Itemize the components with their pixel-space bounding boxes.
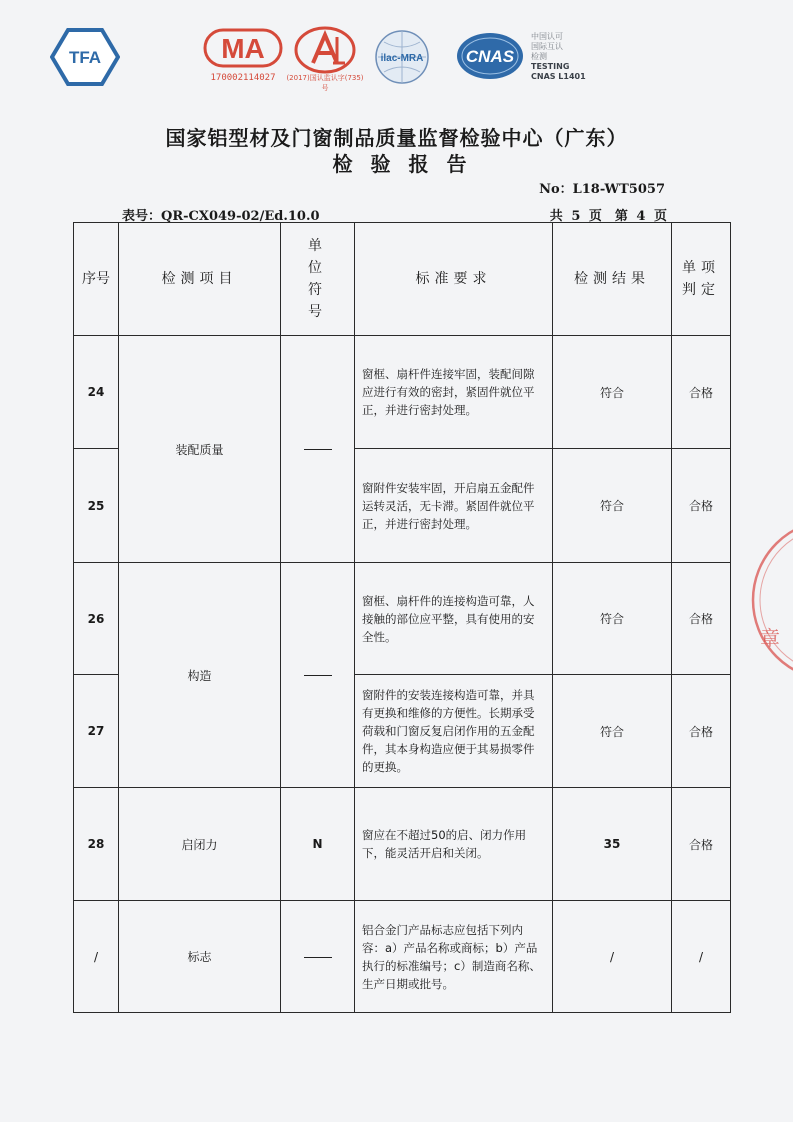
row-req: 窗框、扇杆件连接牢固，装配间隙应进行有效的密封，紧固件就位平正，并进行密封处理。 — [355, 336, 553, 449]
row-unit: N — [281, 788, 355, 901]
row-req: 窗应在不超过50的启、闭力作用下，能灵活开启和关闭。 — [355, 788, 553, 901]
cma-text: MA — [221, 33, 265, 64]
row-judge: 合格 — [672, 449, 731, 563]
row-item: 装配质量 — [119, 336, 281, 563]
row-seq: 24 — [74, 336, 119, 449]
org-title: 国家铝型材及门窗制品质量监督检验中心（广东） — [165, 126, 628, 150]
row-judge: 合格 — [672, 563, 731, 675]
row-judge: / — [672, 901, 731, 1013]
header-result: 检测结果 — [553, 223, 672, 336]
row-unit-dash — [281, 336, 355, 563]
row-result: / — [553, 901, 672, 1013]
table-row — [74, 336, 731, 449]
row-seq: / — [74, 901, 119, 1013]
row-result: 35 — [553, 788, 672, 901]
row-req: 窗附件的安装连接构造可靠，并具有更换和维修的方便性。长期承受荷载和门窗反复启闭作用的五金配件，其本身构造应便于其易损零件的更换。 — [355, 675, 553, 788]
row-item: 启闭力 — [119, 788, 281, 901]
row-unit-dash — [281, 563, 355, 788]
row-item: 构造 — [119, 563, 281, 788]
row-unit-dash — [281, 901, 355, 1013]
table-header-row — [74, 223, 731, 336]
cnas-testing: TESTING — [531, 62, 570, 71]
header-item: 检测项目 — [119, 223, 281, 336]
cnas-line-1: 中国认可 — [531, 32, 563, 41]
cal-logo — [293, 25, 357, 75]
header-unit: 单位符号 — [281, 223, 355, 336]
header-req: 标准要求 — [355, 223, 553, 336]
report-number: No：L18-WT5057 — [539, 182, 665, 197]
row-judge: 合格 — [672, 788, 731, 901]
cal-code: (2017)国认监认字(735)号 — [286, 74, 364, 92]
cnas-caption — [531, 32, 586, 82]
cnas-line-3: 检测 — [531, 52, 547, 61]
table-row — [74, 901, 731, 1013]
row-seq: 27 — [74, 675, 119, 788]
row-req: 铝合金门产品标志应包括下列内容：a）产品名称或商标；b）产品执行的标准编号；c）制造商名称、生产日期或批号。 — [355, 901, 553, 1013]
table-row — [74, 788, 731, 901]
ilac-mra-logo — [372, 28, 432, 86]
cnas-text: CNAS — [465, 47, 515, 66]
header-seq: 序号 — [74, 223, 119, 336]
row-req: 窗框、扇杆件的连接构造可靠，人接触的部位应平整，具有使用的安全性。 — [355, 563, 553, 675]
row-seq: 26 — [74, 563, 119, 675]
report-title: 检验报告 — [332, 152, 485, 176]
cma-logo — [203, 28, 283, 68]
row-seq: 28 — [74, 788, 119, 901]
tfa-text: TFA — [68, 48, 102, 67]
row-item: 标志 — [119, 901, 281, 1013]
row-seq: 25 — [74, 449, 119, 563]
tfa-logo — [50, 28, 120, 86]
row-judge: 合格 — [672, 336, 731, 449]
cnas-number: CNAS L1401 — [531, 72, 586, 81]
inspection-table — [73, 222, 731, 1013]
table-row — [74, 563, 731, 675]
stamp-char: 章 — [760, 626, 780, 650]
row-result: 符合 — [553, 449, 672, 563]
row-result: 符合 — [553, 336, 672, 449]
form-number: 表号：QR-CX049-02/Ed.10.0 — [122, 209, 320, 224]
cma-code: 170002114027 — [210, 73, 276, 83]
row-judge: 合格 — [672, 675, 731, 788]
header-judge: 单项判定 — [672, 223, 731, 336]
cnas-logo — [455, 30, 525, 82]
page-info: 共 5 页 第 4 页 — [549, 209, 667, 224]
ilac-text: ilac-MRA — [380, 53, 424, 64]
official-seal-stamp — [738, 515, 793, 685]
cnas-line-2: 国际互认 — [531, 42, 563, 51]
row-req: 窗附件安装牢固，开启扇五金配件运转灵活，无卡滞。紧固件就位平正，并进行密封处理。 — [355, 449, 553, 563]
row-result: 符合 — [553, 563, 672, 675]
row-result: 符合 — [553, 675, 672, 788]
